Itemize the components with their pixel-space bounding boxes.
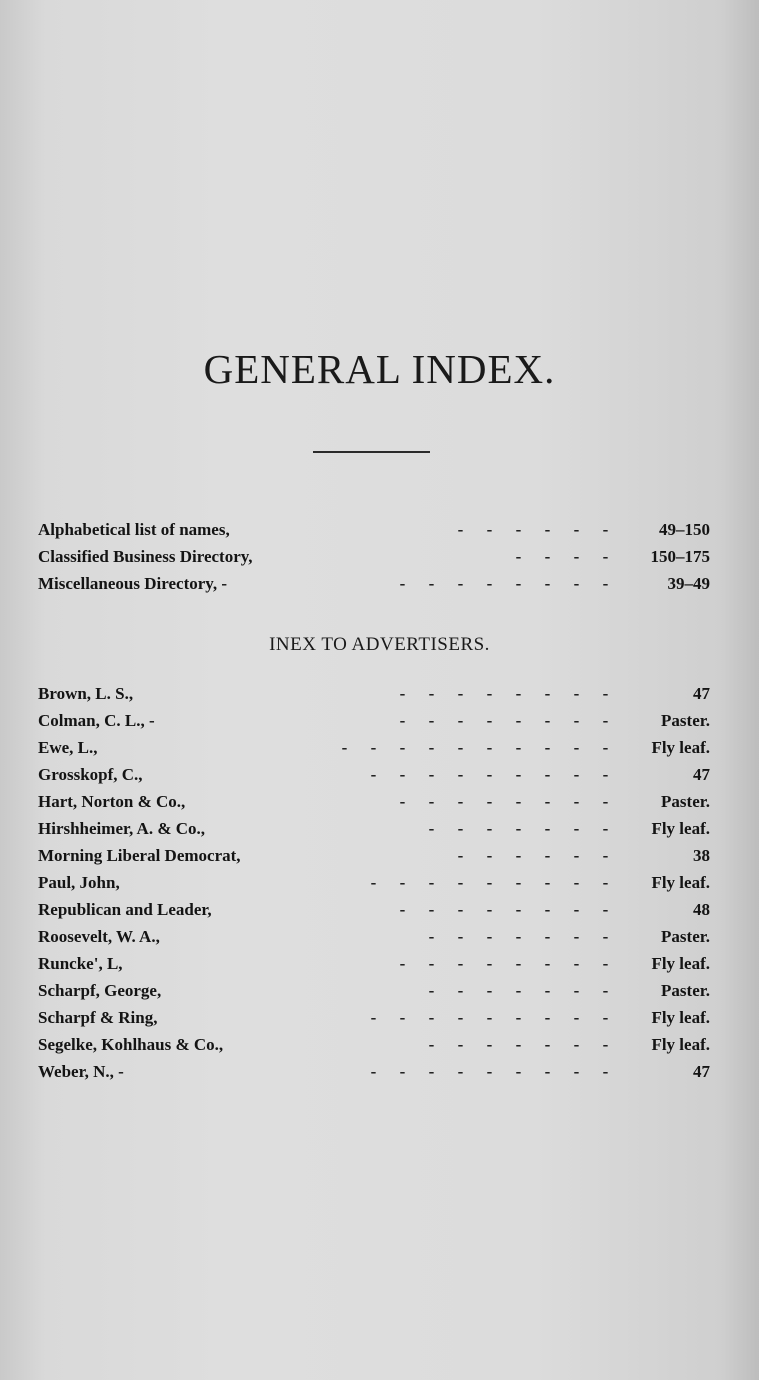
- index-entry: [38, 869, 710, 896]
- leader-dots: - - - - - - -: [428, 1035, 609, 1054]
- leader-dots: - - - - - - -: [428, 981, 609, 1000]
- entry-page-ref: Fly leaf.: [651, 819, 710, 838]
- index-entry: [38, 680, 710, 707]
- leader-dots: - - - - - - - - - -: [341, 738, 609, 757]
- index-entry: [38, 1031, 710, 1058]
- entry-name: Segelke, Kohlhaus & Co.,: [38, 1035, 224, 1054]
- index-entry: [38, 516, 710, 543]
- leader-dots: - - - - - - -: [428, 927, 609, 946]
- entry-page-ref: Fly leaf.: [651, 738, 710, 757]
- entry-name: Hart, Norton & Co.,: [38, 792, 186, 811]
- entry-name: Republican and Leader,: [38, 900, 212, 919]
- index-entry: [38, 977, 710, 1004]
- title-divider: [313, 451, 430, 453]
- entry-page-ref: Fly leaf.: [651, 1008, 710, 1027]
- index-entry: [38, 1004, 710, 1031]
- leader-dots: - - - - - -: [457, 846, 609, 865]
- entry-name: Scharpf & Ring,: [38, 1008, 158, 1027]
- entry-page-ref: Paster.: [661, 711, 710, 730]
- entry-name: Miscellaneous Directory, -: [38, 574, 228, 593]
- entry-page-ref: Paster.: [661, 792, 710, 811]
- entry-name: Roosevelt, W. A.,: [38, 927, 160, 946]
- entry-page-ref: 150–175: [650, 547, 710, 566]
- leader-dots: - - - - - -: [457, 520, 609, 539]
- leader-dots: - - - - - - - -: [399, 711, 609, 730]
- entry-page-ref: Fly leaf.: [651, 1035, 710, 1054]
- entry-page-ref: Fly leaf.: [651, 873, 710, 892]
- index-entry: [38, 1058, 710, 1085]
- leader-dots: - - - - - - - - -: [370, 1062, 609, 1081]
- entry-page-ref: Fly leaf.: [651, 954, 710, 973]
- entry-page-ref: 49–150: [659, 520, 710, 539]
- index-entry: [38, 923, 710, 950]
- leader-dots: - - - - - - -: [428, 819, 609, 838]
- entry-name: Weber, N., -: [38, 1062, 124, 1081]
- advertisers-heading: INEX TO ADVERTISERS.: [269, 634, 490, 655]
- leader-dots: - - - - - - - -: [399, 574, 609, 593]
- entry-name: Hirshheimer, A. & Co.,: [38, 819, 206, 838]
- entry-name: Brown, L. S.,: [38, 684, 134, 703]
- index-entry: [38, 761, 710, 788]
- leader-dots: - - - - - - - - -: [370, 1008, 609, 1027]
- index-entry: [38, 570, 710, 597]
- leader-dots: - - - - - - - - -: [370, 873, 609, 892]
- leader-dots: - - - - - - - -: [399, 684, 609, 703]
- entry-name: Ewe, L.,: [38, 738, 98, 757]
- general-index-list: [38, 516, 710, 597]
- index-entry: [38, 896, 710, 923]
- page-title: GENERAL INDEX.: [203, 346, 556, 392]
- leader-dots: - - - - - - - -: [399, 792, 609, 811]
- index-entry: [38, 842, 710, 869]
- leader-dots: - - - - - - - -: [399, 900, 609, 919]
- index-entry: [38, 950, 710, 977]
- entry-page-ref: Paster.: [661, 927, 710, 946]
- entry-name: Paul, John,: [38, 873, 120, 892]
- entry-page-ref: 39–49: [667, 574, 710, 593]
- advertisers-index-list: [38, 680, 710, 1085]
- entry-name: Colman, C. L., -: [38, 711, 155, 730]
- entry-page-ref: 38: [693, 846, 710, 865]
- entry-page-ref: 48: [693, 900, 710, 919]
- entry-page-ref: Paster.: [661, 981, 710, 1000]
- entry-page-ref: 47: [693, 765, 710, 784]
- index-entry: [38, 707, 710, 734]
- entry-name: Morning Liberal Democrat,: [38, 846, 241, 865]
- entry-page-ref: 47: [693, 1062, 710, 1081]
- index-entry: [38, 543, 710, 570]
- leader-dots: - - - - - - - - -: [370, 765, 609, 784]
- leader-dots: - - - - - - - -: [399, 954, 609, 973]
- index-entry: [38, 815, 710, 842]
- entry-page-ref: 47: [693, 684, 710, 703]
- entry-name: Runcke', L,: [38, 954, 123, 973]
- entry-name: Grosskopf, C.,: [38, 765, 143, 784]
- index-entry: [38, 788, 710, 815]
- entry-name: Scharpf, George,: [38, 981, 162, 1000]
- entry-name: Classified Business Directory,: [38, 547, 253, 566]
- leader-dots: - - - -: [515, 547, 609, 566]
- index-entry: [38, 734, 710, 761]
- entry-name: Alphabetical list of names,: [38, 520, 230, 539]
